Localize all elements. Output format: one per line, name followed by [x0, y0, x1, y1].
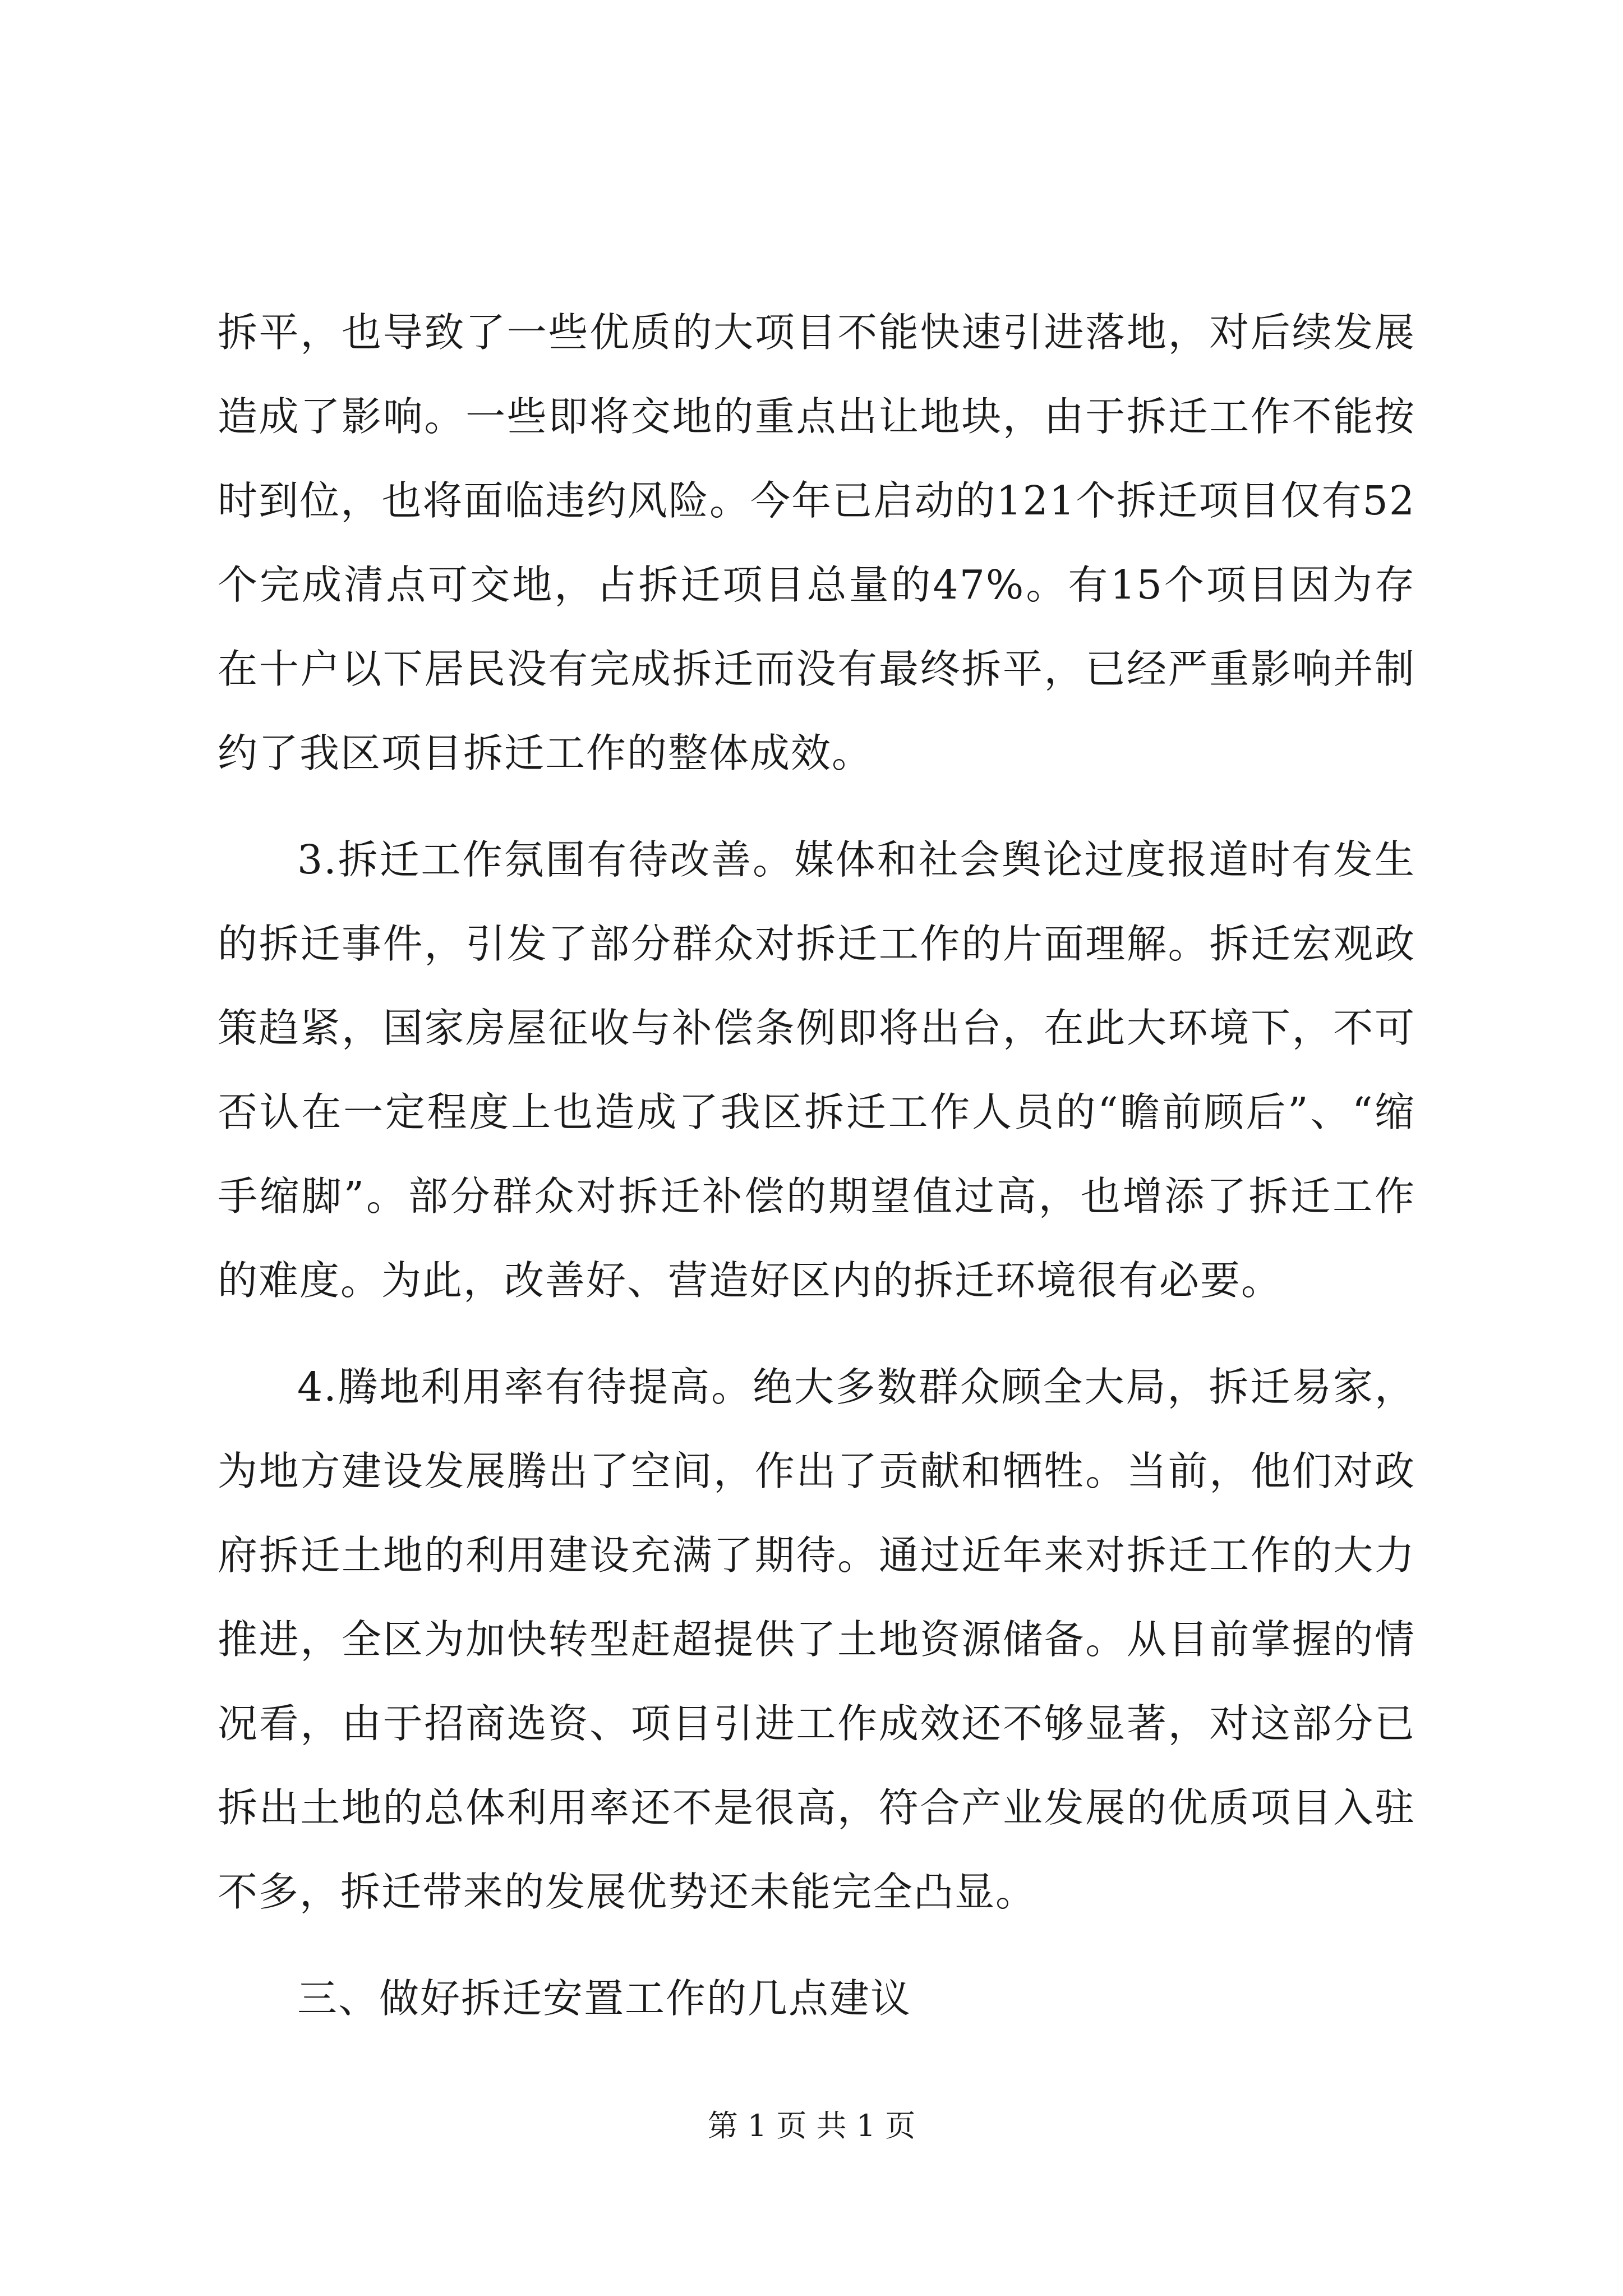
section-heading: 三、做好拆迁安置工作的几点建议 [297, 1975, 912, 2022]
paragraph-item-3: 3.拆迁工作氛围有待改善。媒体和社会舆论过度报道时有发生的拆迁事件，引发了部分群众对拆迁工作的片面理解。拆迁宏观政策趋紧，国家房屋征收与补偿条例即将出台，在此大环境下，不可否认在一定程度上也造成了我区拆迁工作人员的“瞻前顾后”、“缩手缩脚”。部分群众对拆迁补偿的期望值过高，也增添了拆迁工作的难度。为此，改善好、营造好区内的拆迁环境很有必要。 [218, 836, 1415, 1304]
paragraph-continuation: 拆平，也导致了一些优质的大项目不能快速引进落地，对后续发展造成了影响。一些即将交地的重点出让地块，由于拆迁工作不能按时到位，也将面临违约风险。今年已启动的121个拆迁项目仅有52个完成清点可交地，占拆迁项目总量的47%。有15个项目因为存在十户以下居民没有完成拆迁而没有最终拆平，已经严重影响并制约了我区项目拆迁工作的整体成效。 [218, 309, 1415, 776]
document-body [218, 291, 1415, 2041]
page-footer: 第 1 页 共 1 页 [707, 2108, 916, 2143]
paragraph-item-4: 4.腾地利用率有待提高。绝大多数群众顾全大局，拆迁易家，为地方建设发展腾出了空间，作出了贡献和牺牲。当前，他们对政府拆迁土地的利用建设充满了期待。通过近年来对拆迁工作的大力推进，全区为加快转型赶超提供了土地资源储备。从目前掌握的情况看，由于招商选资、项目引进工作成效还不够显著，对这部分已拆出土地的总体利用率还不是很高，符合产业发展的优质项目入驻不多，拆迁带来的发展优势还未能完全凸显。 [218, 1364, 1415, 1915]
